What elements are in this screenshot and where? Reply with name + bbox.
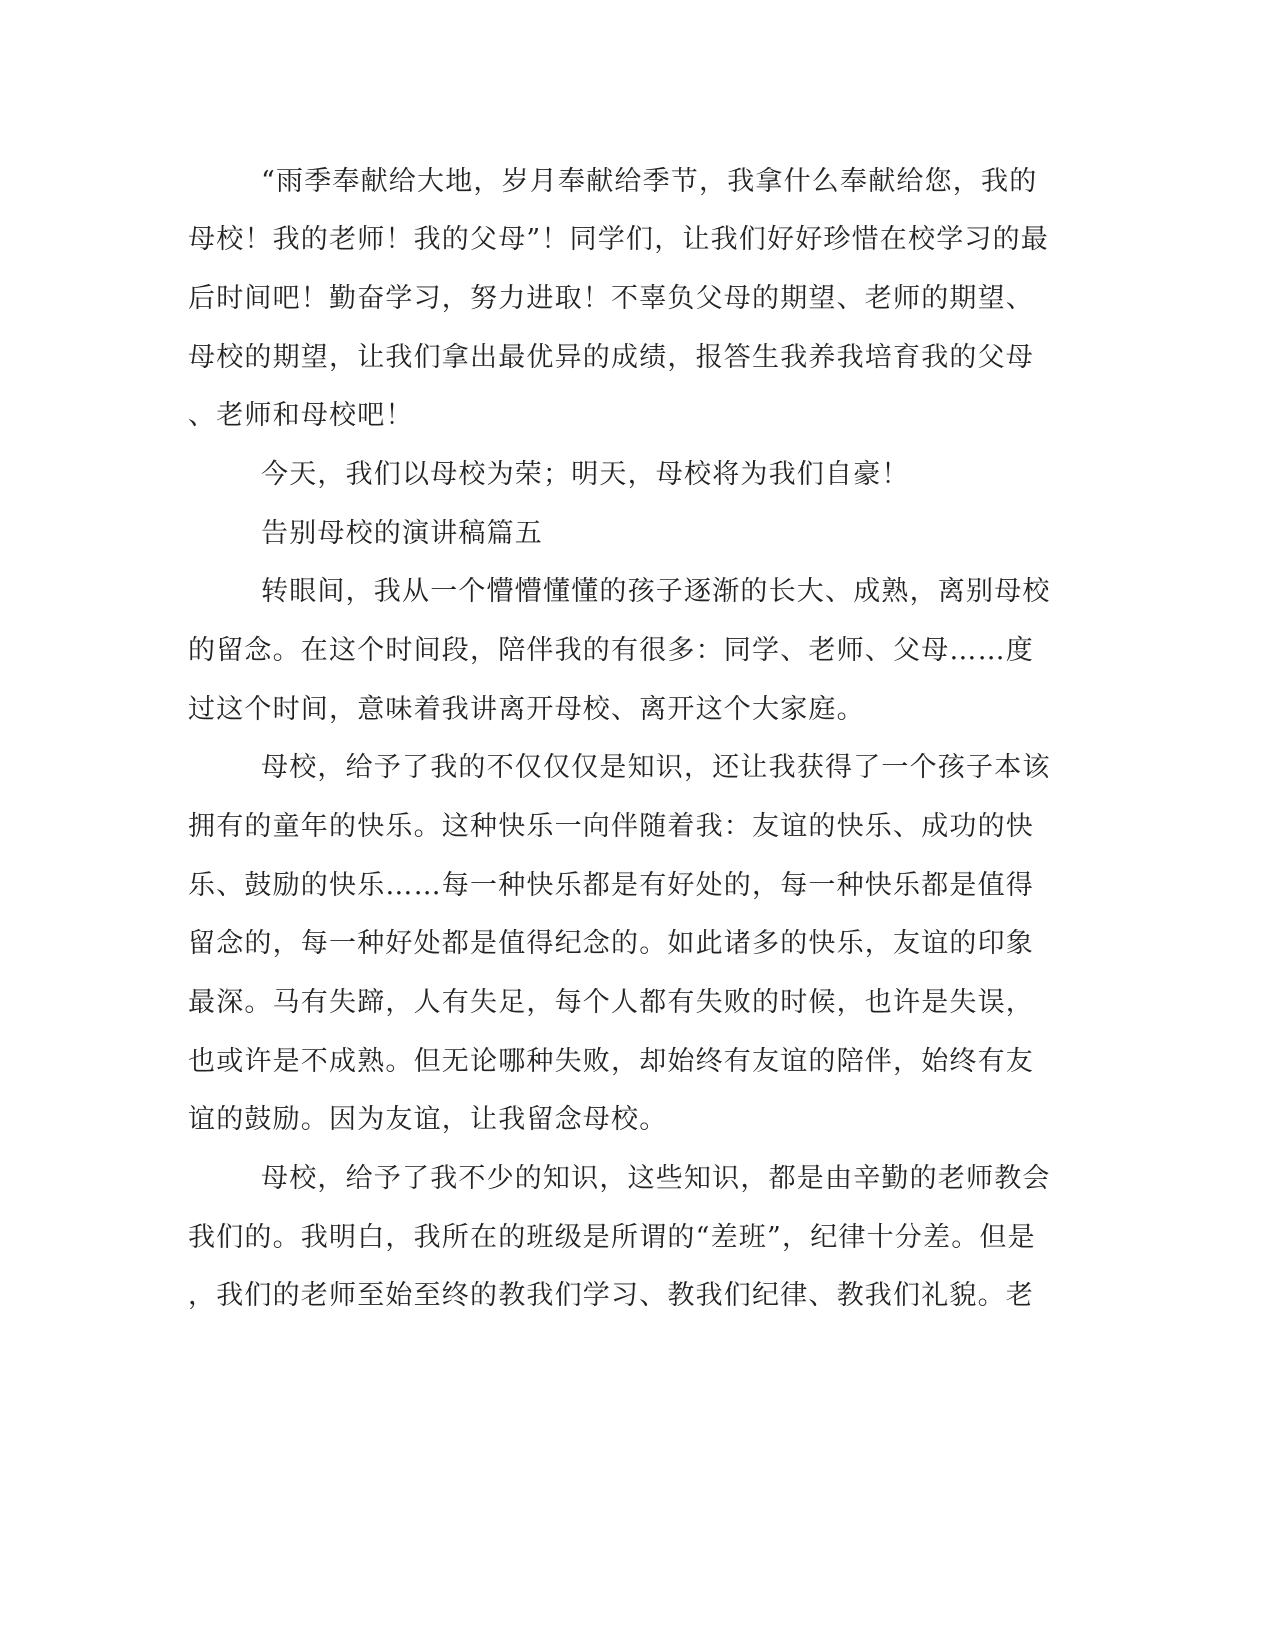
paragraph-5-line-1: 母校，给予了我的不仅仅仅是知识，还让我获得了一个孩子本该 — [261, 752, 1051, 783]
paragraph-6-line-1: 母校，给予了我不少的知识，这些知识，都是由辛勤的老师教会 — [261, 1163, 1051, 1194]
paragraph-5-line-5: 最深。马有失蹄，人有失足，每个人都有失败的时候，也许是失误， — [188, 987, 1034, 1018]
paragraph-2-line-1: 今天，我们以母校为荣；明天，母校将为我们自豪！ — [261, 459, 910, 490]
paragraph-1-line-5: 、老师和母校吧！ — [188, 400, 414, 431]
paragraph-4-line-2: 的留念。在这个时间段，陪伴我的有很多：同学、老师、父母……度 — [188, 635, 1034, 666]
paragraph-5-line-6: 也或许是不成熟。但无论哪种失败，却始终有友谊的陪伴，始终有友 — [188, 1046, 1034, 1077]
paragraph-6-line-3: ，我们的老师至始至终的教我们学习、教我们纪律、教我们礼貌。老 — [188, 1280, 1034, 1311]
paragraph-5-line-2: 拥有的童年的快乐。这种快乐一向伴随着我：友谊的快乐、成功的快 — [188, 811, 1034, 842]
paragraph-4-line-3: 过这个时间，意味着我讲离开母校、离开这个大家庭。 — [188, 694, 865, 725]
paragraph-5-line-4: 留念的，每一种好处都是值得纪念的。如此诸多的快乐，友谊的印象 — [188, 928, 1034, 959]
paragraph-6-line-2: 我们的。我明白，我所在的班级是所谓的“差班”，纪律十分差。但是 — [188, 1222, 1036, 1253]
paragraph-1-line-4: 母校的期望，让我们拿出最优异的成绩，报答生我养我培育我的父母 — [188, 342, 1034, 373]
paragraph-5-line-7: 谊的鼓励。因为友谊，让我留念母校。 — [188, 1104, 668, 1135]
paragraph-4-line-1: 转眼间，我从一个懵懵懂懂的孩子逐渐的长大、成熟，离别母校 — [261, 576, 1051, 607]
paragraph-1-line-1: “雨季奉献给大地，岁月奉献给季节，我拿什么奉献给您，我的 — [261, 166, 1038, 197]
paragraph-1-line-3: 后时间吧！勤奋学习，努力进取！不辜负父母的期望、老师的期望、 — [188, 283, 1034, 314]
section-heading: 告别母校的演讲稿篇五 — [261, 518, 543, 549]
paragraph-1-line-2: 母校！我的老师！我的父母”！同学们，让我们好好珍惜在校学习的最 — [188, 224, 1050, 255]
paragraph-5-line-3: 乐、鼓励的快乐……每一种快乐都是有好处的，每一种快乐都是值得 — [188, 870, 1034, 901]
